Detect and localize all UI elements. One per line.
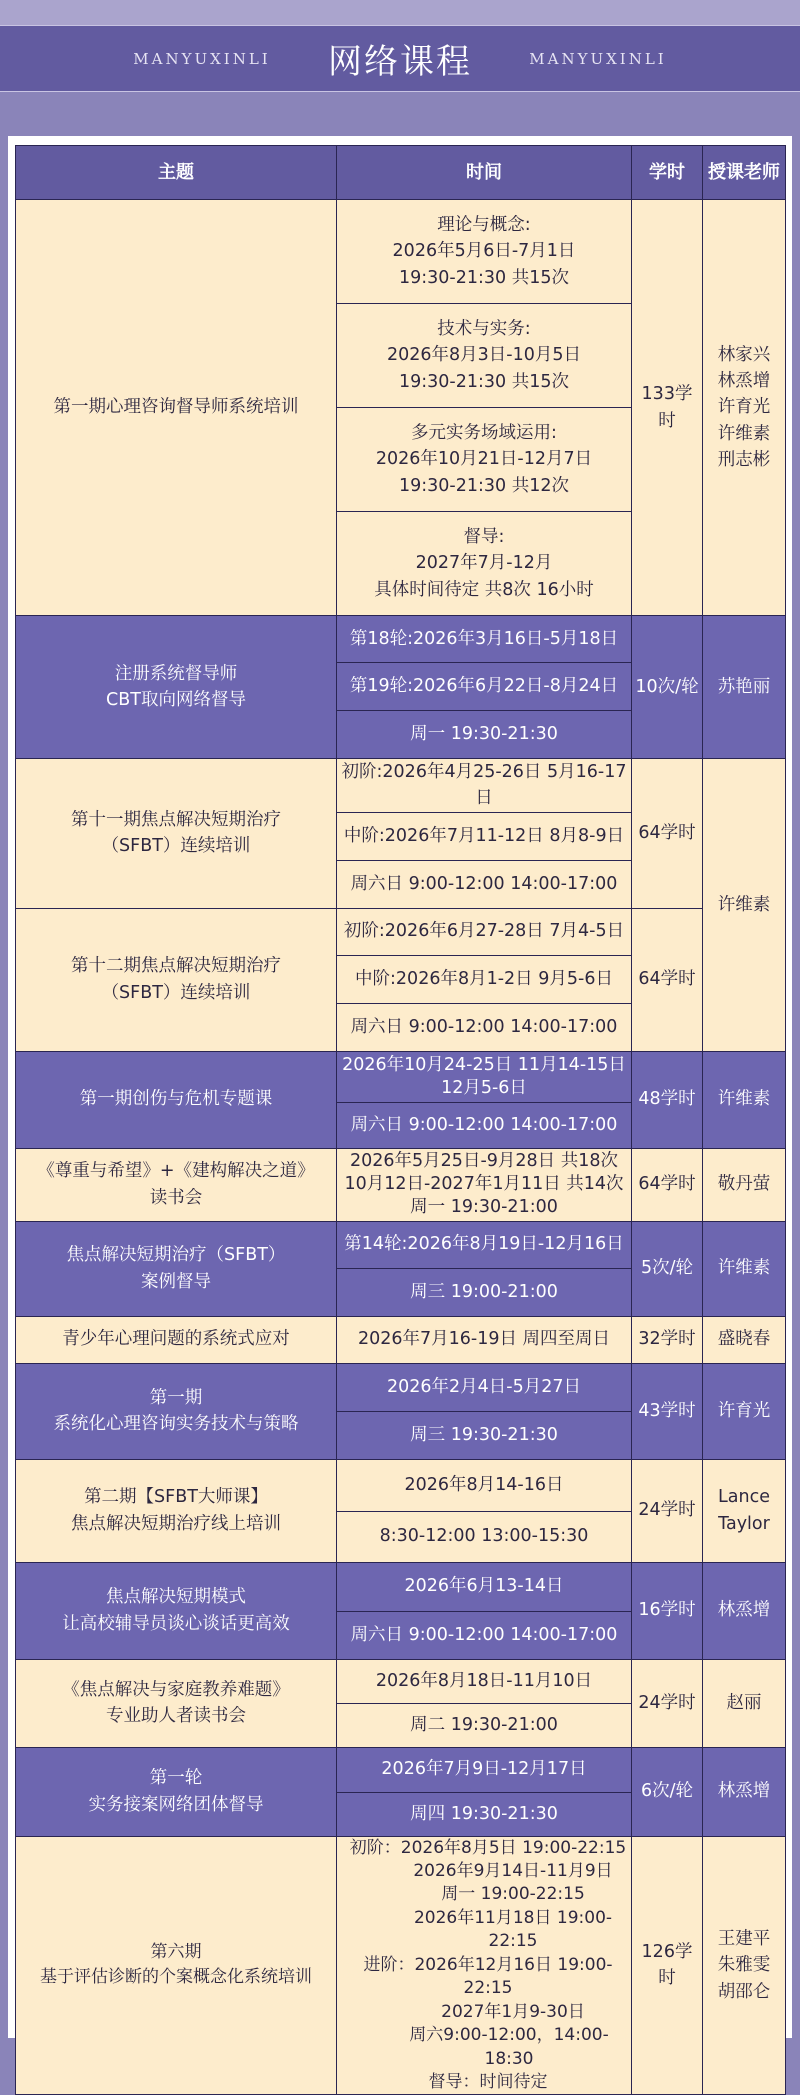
course-time: 周四 19:30-21:30 — [337, 1792, 632, 1836]
course-time: 初阶：2026年8月5日 19:00-22:15 2026年9月14日-11月9日 周一 19:00-22:15 2026年11月18日 19:00-22:15 进阶：2026年12月16日 19:00-22:15 2027年1月9-30日 周六9:00-12:00，14:00-18:30 督导：时间待定 — [337, 1836, 632, 2095]
course-topic: 第十二期焦点解决短期治疗 （SFBT）连续培训 — [16, 908, 337, 1051]
course-teacher: 许维素 — [703, 1051, 786, 1148]
course-time: 周六日 9:00-12:00 14:00-17:00 — [337, 1102, 632, 1148]
course-hours: 126学时 — [632, 1836, 703, 2095]
page-title: 网络课程 — [328, 42, 472, 82]
table-header-row — [16, 146, 786, 200]
table-row — [16, 1836, 786, 2095]
course-teacher: Lance Taylor — [703, 1459, 786, 1562]
course-time: 中阶:2026年8月1-2日 9月5-6日 — [337, 955, 632, 1003]
course-teacher: 赵丽 — [703, 1659, 786, 1747]
course-topic: 第一轮 实务接案网络团体督导 — [16, 1747, 337, 1836]
course-topic: 第六期 基于评估诊断的个案概念化系统培训 — [16, 1836, 337, 2095]
course-time: 2026年2月4日-5月27日 — [337, 1363, 632, 1411]
course-hours: 64学时 — [632, 759, 703, 909]
table-row — [16, 1562, 786, 1611]
course-topic: 第一期 系统化心理咨询实务技术与策略 — [16, 1363, 337, 1459]
course-time: 周三 19:30-21:30 — [337, 1411, 632, 1459]
course-topic: 焦点解决短期治疗（SFBT） 案例督导 — [16, 1221, 337, 1316]
course-topic: 《焦点解决与家庭教养难题》 专业助人者读书会 — [16, 1659, 337, 1747]
course-teacher: 王建平 朱雅雯 胡邵仑 — [703, 1836, 786, 2095]
course-hours: 64学时 — [632, 1148, 703, 1221]
course-hours: 43学时 — [632, 1363, 703, 1459]
course-time: 周三 19:00-21:00 — [337, 1268, 632, 1316]
course-topic: 《尊重与希望》+《建构解决之道》 读书会 — [16, 1148, 337, 1221]
course-hours: 6次/轮 — [632, 1747, 703, 1836]
course-topic: 第一期心理咨询督导师系统培训 — [16, 200, 337, 616]
course-topic: 注册系统督导师 CBT取向网络督导 — [16, 616, 337, 759]
course-time: 技术与实务: 2026年8月3日-10月5日 19:30-21:30 共15次 — [337, 304, 632, 408]
course-time: 督导: 2027年7月-12月 具体时间待定 共8次 16小时 — [337, 512, 632, 616]
course-topic: 第十一期焦点解决短期治疗 （SFBT）连续培训 — [16, 759, 337, 909]
course-topic: 青少年心理问题的系统式应对 — [16, 1316, 337, 1363]
col-header-hours: 学时 — [632, 146, 703, 200]
table-row — [16, 1363, 786, 1411]
course-teacher: 盛晓春 — [703, 1316, 786, 1363]
course-teacher: 苏艳丽 — [703, 616, 786, 759]
course-time: 周六日 9:00-12:00 14:00-17:00 — [337, 1611, 632, 1659]
table-row — [16, 1148, 786, 1221]
course-time: 理论与概念: 2026年5月6日-7月1日 19:30-21:30 共15次 — [337, 200, 632, 304]
course-hours: 16学时 — [632, 1562, 703, 1659]
course-teacher: 敬丹萤 — [703, 1148, 786, 1221]
table-row — [16, 1659, 786, 1703]
course-teacher: 林烝增 — [703, 1562, 786, 1659]
page-header — [0, 25, 800, 92]
course-time: 8:30-12:00 13:00-15:30 — [337, 1511, 632, 1562]
course-hours: 10次/轮 — [632, 616, 703, 759]
brand-left: MANYUXINLI — [133, 49, 271, 68]
table-row — [16, 1051, 786, 1102]
table-row — [16, 908, 786, 955]
course-teacher: 许维素 — [703, 759, 786, 1052]
table-row — [16, 759, 786, 813]
course-hours: 64学时 — [632, 908, 703, 1051]
brand-right: MANYUXINLI — [529, 49, 667, 68]
course-time: 周一 19:30-21:30 — [337, 711, 632, 759]
course-time: 中阶:2026年7月11-12日 8月8-9日 — [337, 812, 632, 860]
course-teacher: 许育光 — [703, 1363, 786, 1459]
course-topic: 第一期创伤与危机专题课 — [16, 1051, 337, 1148]
course-hours: 48学时 — [632, 1051, 703, 1148]
course-topic: 焦点解决短期模式 让高校辅导员谈心谈话更高效 — [16, 1562, 337, 1659]
table-row — [16, 1316, 786, 1363]
course-time: 第18轮:2026年3月16日-5月18日 — [337, 616, 632, 663]
top-band — [0, 0, 800, 25]
col-header-topic: 主题 — [16, 146, 337, 200]
course-time: 第19轮:2026年6月22日-8月24日 — [337, 663, 632, 711]
table-row — [16, 616, 786, 663]
course-time: 初阶:2026年4月25-26日 5月16-17日 — [337, 759, 632, 813]
table-row — [16, 1747, 786, 1792]
course-time: 第14轮:2026年8月19日-12月16日 — [337, 1221, 632, 1268]
course-topic: 第二期【SFBT大师课】 焦点解决短期治疗线上培训 — [16, 1459, 337, 1562]
course-time: 2026年7月9日-12月17日 — [337, 1747, 632, 1792]
course-time: 2026年8月18日-11月10日 — [337, 1659, 632, 1703]
course-time: 周六日 9:00-12:00 14:00-17:00 — [337, 860, 632, 908]
course-hours: 24学时 — [632, 1459, 703, 1562]
course-time: 2026年10月24-25日 11月14-15日 12月5-6日 — [337, 1051, 632, 1102]
course-hours: 5次/轮 — [632, 1221, 703, 1316]
table-row — [16, 1459, 786, 1511]
course-time: 多元实务场域运用: 2026年10月21日-12月7日 19:30-21:30 共12次 — [337, 408, 632, 512]
course-hours: 32学时 — [632, 1316, 703, 1363]
col-header-teacher: 授课老师 — [703, 146, 786, 200]
table-row — [16, 200, 786, 304]
col-header-time: 时间 — [337, 146, 632, 200]
course-time: 2026年5月25日-9月28日 共18次 10月12日-2027年1月11日 共14次 周一 19:30-21:00 — [337, 1148, 632, 1221]
course-time: 周六日 9:00-12:00 14:00-17:00 — [337, 1003, 632, 1051]
course-teacher: 许维素 — [703, 1221, 786, 1316]
course-time: 初阶:2026年6月27-28日 7月4-5日 — [337, 908, 632, 955]
course-time: 2026年8月14-16日 — [337, 1459, 632, 1511]
course-hours: 133学时 — [632, 200, 703, 616]
course-teacher: 林烝增 — [703, 1747, 786, 1836]
course-teacher: 林家兴 林烝增 许育光 许维素 刑志彬 — [703, 200, 786, 616]
course-schedule-table — [15, 145, 786, 2095]
course-time: 2026年6月13-14日 — [337, 1562, 632, 1611]
course-hours: 24学时 — [632, 1659, 703, 1747]
course-time: 2026年7月16-19日 周四至周日 — [337, 1316, 632, 1363]
table-row — [16, 1221, 786, 1268]
course-time: 周二 19:30-21:00 — [337, 1703, 632, 1747]
